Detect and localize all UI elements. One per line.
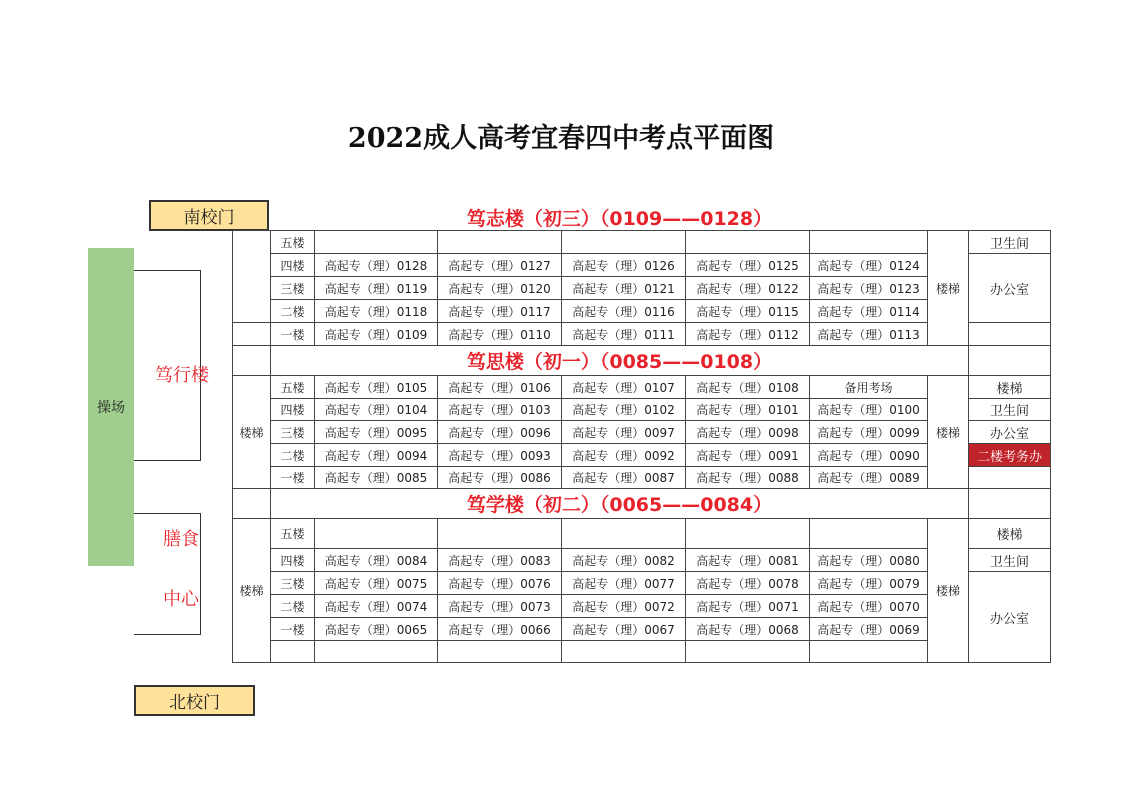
floor-label: 三楼 [270,571,315,595]
title-band-left-cell [232,345,271,376]
exam-room: 高起专（理）0127 [437,253,562,277]
exam-room: 高起专（理）0104 [314,398,438,421]
exam-room: 高起专（理）0070 [809,594,928,618]
exam-room: 高起专（理）0082 [561,548,686,572]
empty-room [685,230,810,254]
exam-room: 高起专（理）0078 [685,571,810,595]
exam-room: 高起专（理）0073 [437,594,562,618]
duxing-building-label: 笃行楼 [155,365,209,386]
exam-room: 高起专（理）0066 [437,617,562,641]
exam-room: 高起专（理）0090 [809,443,928,467]
floor-label: 四楼 [270,548,315,572]
exam-room: 高起专（理）0084 [314,548,438,572]
left-stairs-cell [232,230,271,323]
empty-room [437,640,562,663]
exam-room: 高起专（理）0097 [561,420,686,444]
floor-label: 三楼 [270,276,315,300]
floor-label: 二楼 [270,299,315,323]
exam-room: 高起专（理）0106 [437,375,562,399]
exam-room: 高起专（理）0113 [809,322,928,346]
exam-room: 高起专（理）0096 [437,420,562,444]
exam-room: 高起专（理）0079 [809,571,928,595]
side-room: 楼梯 [968,518,1051,549]
empty-room [561,518,686,549]
exam-affairs-office: 二楼考务办 [968,443,1051,467]
exam-room: 高起专（理）0118 [314,299,438,323]
exam-room: 高起专（理）0077 [561,571,686,595]
empty-room [314,640,438,663]
exam-room: 高起专（理）0083 [437,548,562,572]
exam-room: 高起专（理）0120 [437,276,562,300]
exam-room: 高起专（理）0117 [437,299,562,323]
empty-room [809,518,928,549]
exam-room: 高起专（理）0089 [809,466,928,489]
empty-room [314,230,438,254]
north-gate-label: 北校门 [134,685,255,716]
empty-room [809,230,928,254]
exam-room: 高起专（理）0121 [561,276,686,300]
exam-room: 高起专（理）0080 [809,548,928,572]
exam-room: 高起专（理）0102 [561,398,686,421]
floor-label: 四楼 [270,253,315,277]
stairs-cell: 楼梯 [927,230,969,346]
left-stairs-cell [232,322,271,346]
side-room [968,466,1051,489]
exam-room: 高起专（理）0101 [685,398,810,421]
exam-room: 高起专（理）0068 [685,617,810,641]
exam-room: 高起专（理）0105 [314,375,438,399]
floor-label: 三楼 [270,420,315,444]
exam-room: 高起专（理）0069 [809,617,928,641]
floor-label: 一楼 [270,322,315,346]
empty-room [685,518,810,549]
side-room [968,322,1051,346]
exam-room: 高起专（理）0065 [314,617,438,641]
exam-room: 高起专（理）0125 [685,253,810,277]
empty-room [809,640,928,663]
exam-room: 高起专（理）0111 [561,322,686,346]
south-gate-label: 南校门 [149,200,269,231]
exam-room: 高起专（理）0081 [685,548,810,572]
building-title: 笃学楼（初二）（0065——0084） [270,488,969,519]
exam-room: 高起专（理）0076 [437,571,562,595]
exam-room: 高起专（理）0099 [809,420,928,444]
exam-room: 高起专（理）0085 [314,466,438,489]
floor-label: 五楼 [270,375,315,399]
stairs-cell: 楼梯 [927,375,969,489]
floor-label [270,640,315,663]
exam-room: 高起专（理）0114 [809,299,928,323]
exam-room: 高起专（理）0086 [437,466,562,489]
exam-room: 高起专（理）0110 [437,322,562,346]
floor-label: 二楼 [270,594,315,618]
side-room: 办公室 [968,253,1051,323]
exam-room: 高起专（理）0126 [561,253,686,277]
exam-room: 高起专（理）0107 [561,375,686,399]
exam-room: 高起专（理）0095 [314,420,438,444]
empty-room [561,230,686,254]
exam-room: 高起专（理）0116 [561,299,686,323]
empty-room [437,230,562,254]
empty-room [314,518,438,549]
canteen-label-line2: 中心 [163,589,199,610]
canteen-label-line1: 膳食 [163,529,199,550]
exam-room: 高起专（理）0091 [685,443,810,467]
exam-room: 高起专（理）0119 [314,276,438,300]
side-room: 办公室 [968,571,1051,663]
empty-room [437,518,562,549]
exam-room: 高起专（理）0115 [685,299,810,323]
exam-room: 高起专（理）0088 [685,466,810,489]
title-band-right-cell [968,345,1051,376]
title-band-right-cell [968,488,1051,519]
exam-room: 高起专（理）0123 [809,276,928,300]
exam-room: 高起专（理）0108 [685,375,810,399]
exam-room: 高起专（理）0071 [685,594,810,618]
exam-room: 高起专（理）0098 [685,420,810,444]
floor-label: 二楼 [270,443,315,467]
exam-room: 高起专（理）0072 [561,594,686,618]
exam-room: 高起专（理）0128 [314,253,438,277]
exam-room: 高起专（理）0067 [561,617,686,641]
building-title: 笃思楼（初一）（0085——0108） [270,345,969,376]
exam-room: 高起专（理）0112 [685,322,810,346]
side-room: 办公室 [968,420,1051,444]
floor-label: 四楼 [270,398,315,421]
exam-room: 高起专（理）0124 [809,253,928,277]
floor-label: 一楼 [270,466,315,489]
floor-label: 一楼 [270,617,315,641]
floor-label: 五楼 [270,230,315,254]
side-room: 卫生间 [968,398,1051,421]
playground: 操场 [88,248,134,566]
exam-room: 高起专（理）0103 [437,398,562,421]
exam-room: 高起专（理）0122 [685,276,810,300]
empty-room [685,640,810,663]
exam-room: 高起专（理）0094 [314,443,438,467]
page-title: 2022成人高考宜春四中考点平面图 [347,123,775,154]
side-room: 楼梯 [968,375,1051,399]
exam-room: 高起专（理）0074 [314,594,438,618]
side-room: 卫生间 [968,230,1051,254]
exam-room: 高起专（理）0087 [561,466,686,489]
exam-room: 高起专（理）0092 [561,443,686,467]
exam-room: 高起专（理）0109 [314,322,438,346]
building-title: 笃志楼（初三）（0109——0128） [466,207,773,230]
exam-room: 高起专（理）0075 [314,571,438,595]
exam-room: 高起专（理）0100 [809,398,928,421]
left-stairs-cell: 楼梯 [232,518,271,663]
side-room: 卫生间 [968,548,1051,572]
exam-room: 高起专（理）0093 [437,443,562,467]
stairs-cell: 楼梯 [927,518,969,663]
title-band-left-cell [232,488,271,519]
floor-label: 五楼 [270,518,315,549]
exam-room: 备用考场 [809,375,928,399]
empty-room [561,640,686,663]
left-stairs-cell: 楼梯 [232,375,271,489]
